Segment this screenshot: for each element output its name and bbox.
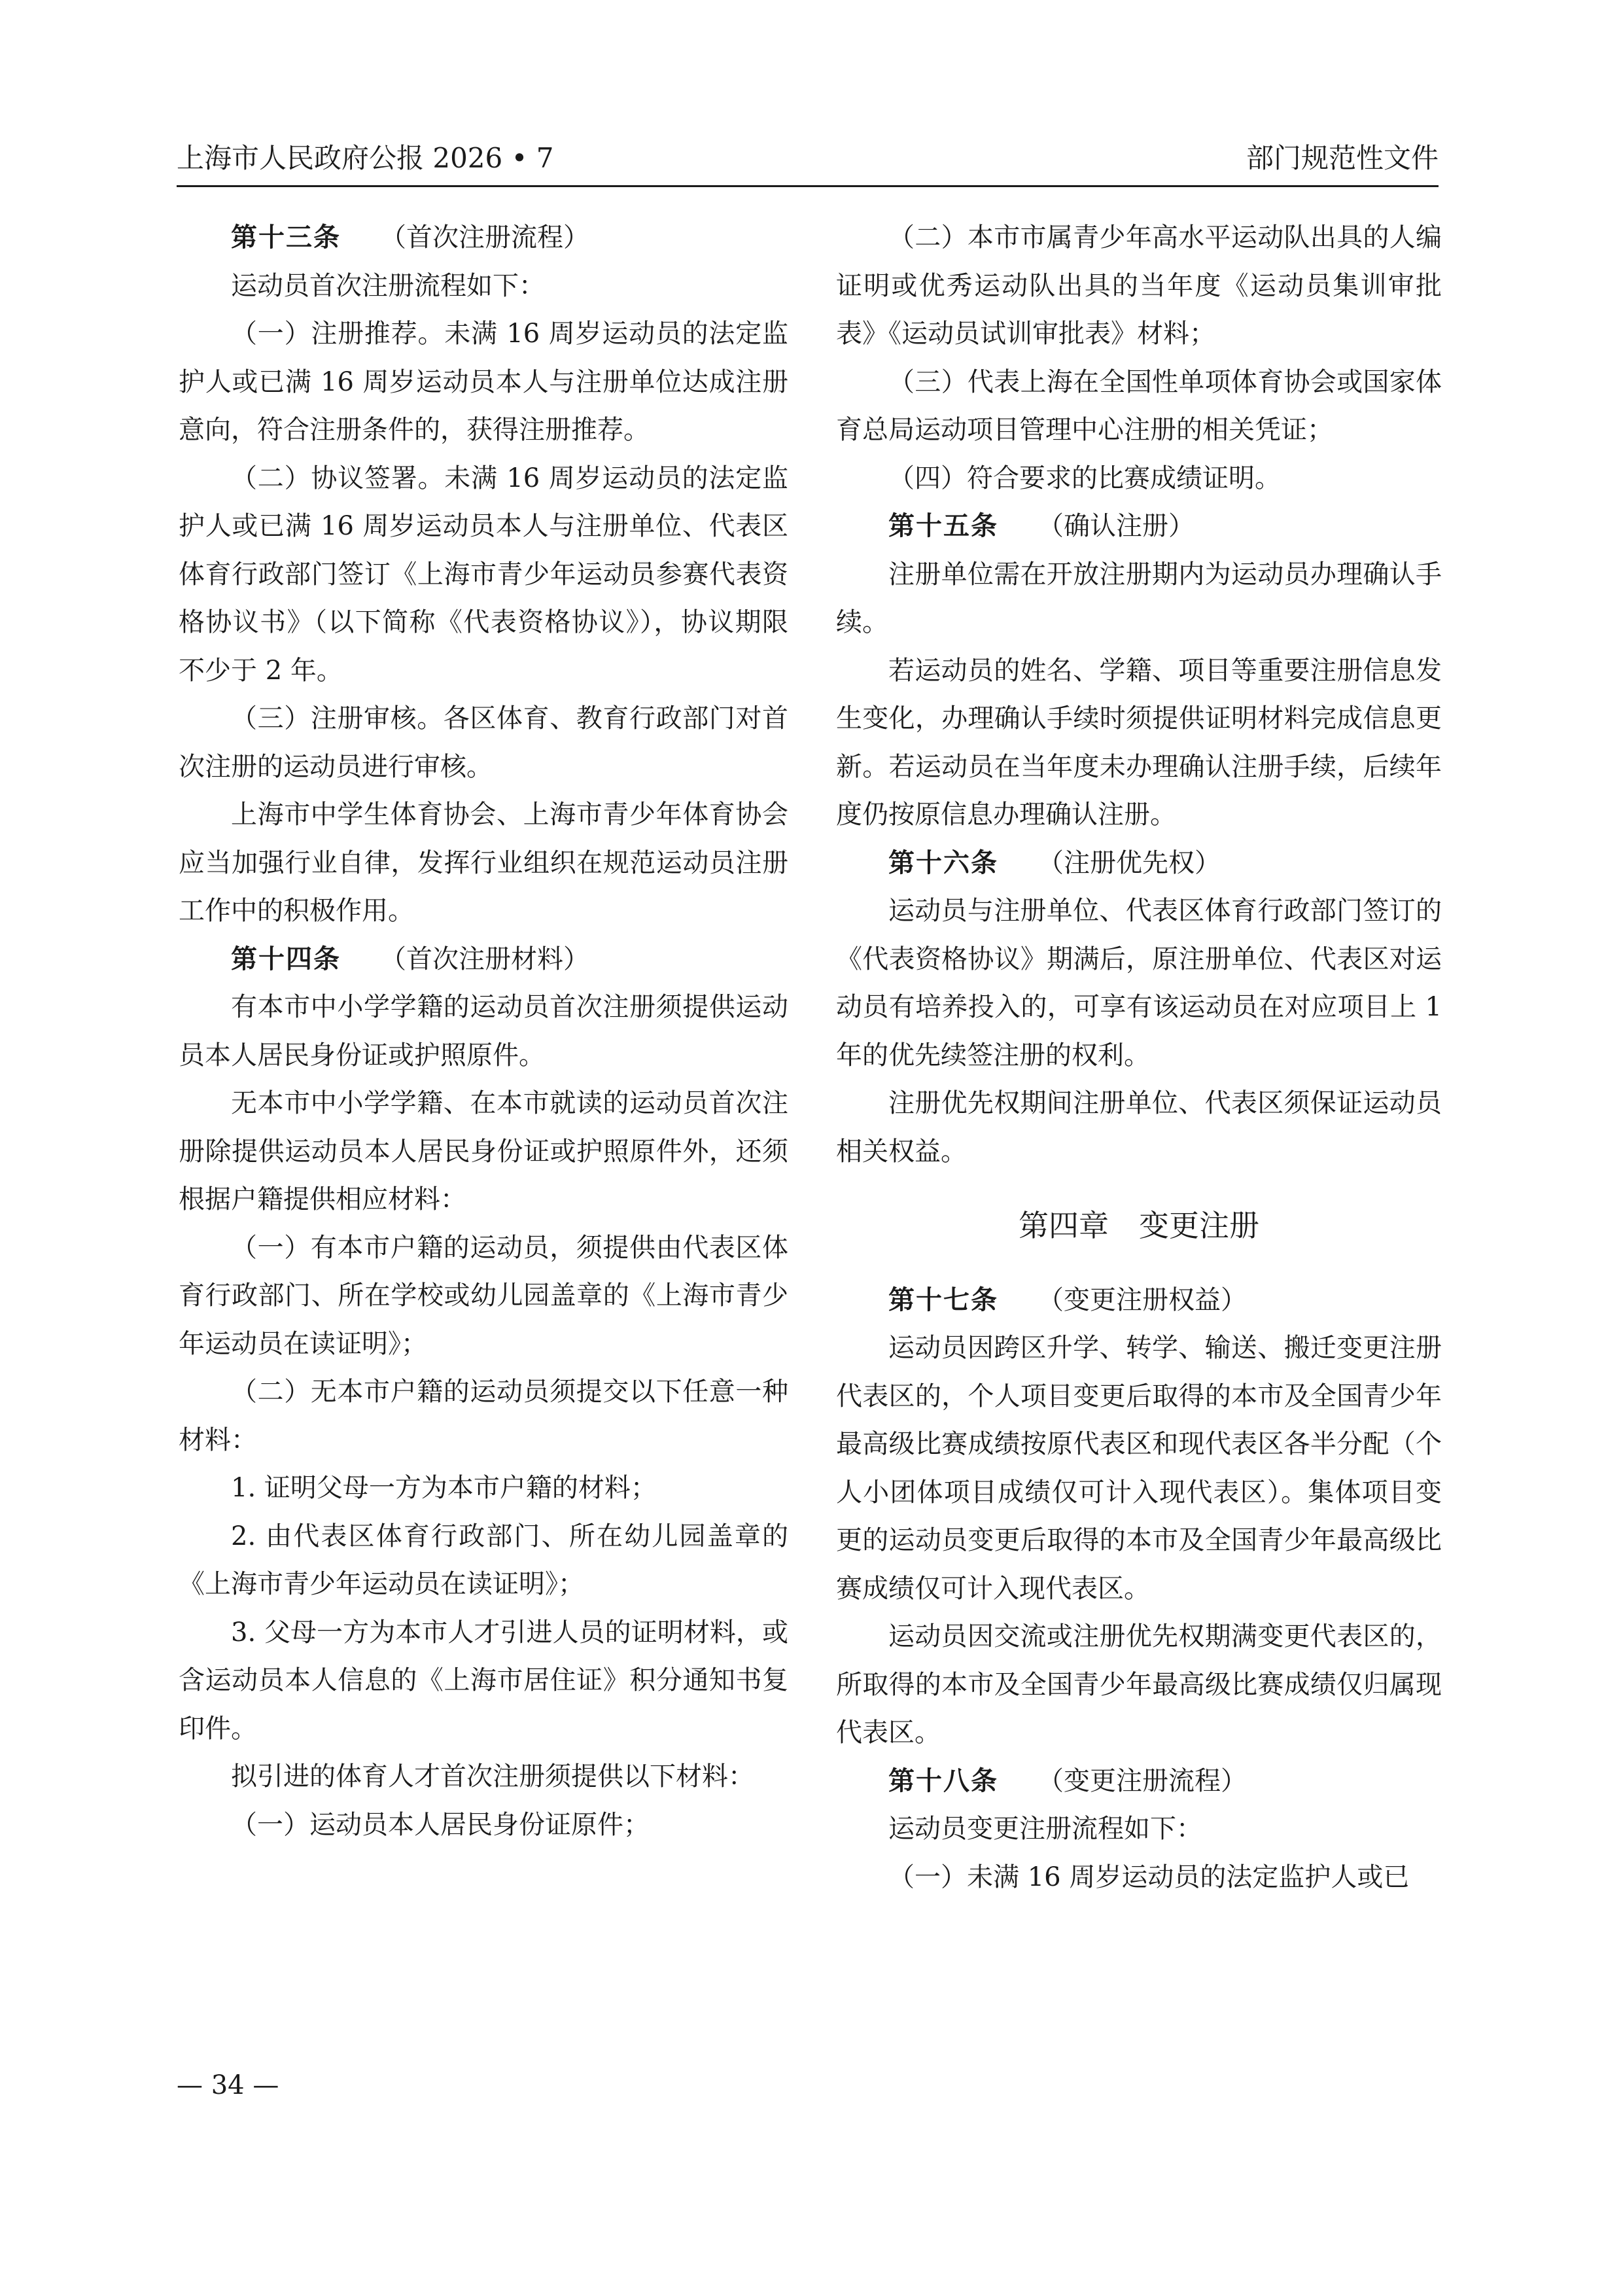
article-number: 第十七条 (888, 1284, 998, 1315)
paragraph: 若运动员的姓名、学籍、项目等重要注册信息发生变化，办理确认手续时须提供证明材料完成信息更新。若运动员在当年度未办理确认注册手续，后续年度仍按原信息办理确认注册。 (836, 655, 1442, 830)
paragraph: （一）注册推荐。未满 16 周岁运动员的法定监护人或已满 16 周岁运动员本人与注册单位达成注册意向，符合注册条件的，获得注册推荐。 (179, 319, 788, 445)
paragraph: 运动员因交流或注册优先权期满变更代表区的，所取得的本市及全国青少年最高级比赛成绩仅归属现代表区。 (836, 1621, 1442, 1748)
paragraph: 拟引进的体育人才首次注册须提供以下材料： (231, 1761, 754, 1792)
article-title: （注册优先权） (1038, 847, 1221, 878)
article-title: （首次注册流程） (380, 222, 589, 253)
paragraph: （三）代表上海在全国性单项体育协会或国家体育总局运动项目管理中心注册的相关凭证； (836, 366, 1442, 445)
paragraph: （二）协议签署。未满 16 周岁运动员的法定监护人或已满 16 周岁运动员本人与注册单位、代表区体育行政部门签订《上海市青少年运动员参赛代表资格协议书》（以下简称《代表资格协议》），协议期限不少于 2 年。 (179, 463, 788, 686)
paragraph: （一）有本市户籍的运动员，须提供由代表区体育行政部门、所在学校或幼儿园盖章的《上海市青少年运动员在读证明》； (179, 1232, 788, 1359)
article-title: （变更注册权益） (1038, 1284, 1247, 1315)
left-column (179, 214, 788, 1849)
article-heading (836, 1277, 1442, 1325)
article-number: 第十六条 (888, 847, 998, 878)
article-title: （确认注册） (1038, 511, 1195, 541)
paragraph: （二）无本市户籍的运动员须提交以下任意一种材料： (179, 1377, 788, 1455)
article-heading (179, 214, 788, 262)
paragraph: 有本市中小学学籍的运动员首次注册须提供运动员本人居民身份证或护照原件。 (179, 992, 788, 1070)
header-rule (177, 185, 1439, 187)
article-heading (836, 839, 1442, 888)
paragraph: 1. 证明父母一方为本市户籍的材料； (231, 1473, 657, 1503)
right-column (836, 214, 1442, 1901)
paragraph: 运动员变更注册流程如下： (888, 1814, 1202, 1844)
paragraph: 2. 由代表区体育行政部门、所在幼儿园盖章的《上海市青少年运动员在读证明》； (179, 1521, 788, 1599)
paragraph: 3. 父母一方为本市人才引进人员的证明材料，或含运动员本人信息的《上海市居住证》积分通知书复印件。 (179, 1617, 788, 1744)
paragraph: （一）未满 16 周岁运动员的法定监护人或已 (888, 1862, 1410, 1892)
article-heading (179, 936, 788, 984)
article-number: 第十八条 (888, 1765, 998, 1796)
paragraph: （二）本市市属青少年高水平运动队出具的人编证明或优秀运动队出具的当年度《运动员集训审批表》《运动员试训审批表》材料； (836, 222, 1442, 349)
paragraph: （一）运动员本人居民身份证原件； (231, 1809, 650, 1840)
paragraph: 运动员因跨区升学、转学、输送、搬迁变更注册代表区的，个人项目变更后取得的本市及全国青少年最高级比赛成绩按原代表区和现代表区各半分配（个人小团体项目成绩仅可计入现代表区）。集体项目变更的运动员变更后取得的本市及全国青少年最高级比赛成绩仅可计入现代表区。 (836, 1333, 1442, 1604)
paragraph: 运动员首次注册流程如下： (231, 270, 545, 301)
paragraph: （四）符合要求的比赛成绩证明。 (888, 463, 1281, 493)
page-number: — 34 — (177, 2070, 279, 2100)
running-header-section: 部门规范性文件 (1246, 142, 1439, 174)
article-number: 第十三条 (231, 222, 341, 253)
article-number: 第十四条 (231, 944, 341, 974)
article-title: （变更注册流程） (1038, 1765, 1247, 1796)
chapter-heading (836, 1202, 1442, 1250)
article-heading (836, 1757, 1442, 1806)
paragraph: 注册优先权期间注册单位、代表区须保证运动员相关权益。 (836, 1088, 1442, 1167)
paragraph: （三）注册审核。各区体育、教育行政部门对首次注册的运动员进行审核。 (179, 703, 788, 782)
running-header-publication: 上海市人民政府公报 2026 • 7 (177, 142, 554, 174)
paragraph: 上海市中学生体育协会、上海市青少年体育协会应当加强行业自律，发挥行业组织在规范运动员注册工作中的积极作用。 (179, 800, 788, 926)
chapter-title: 变更注册 (1139, 1208, 1259, 1243)
paragraph: 无本市中小学学籍、在本市就读的运动员首次注册除提供运动员本人居民身份证或护照原件外，还须根据户籍提供相应材料： (179, 1088, 788, 1214)
chapter-number: 第四章 (1019, 1208, 1109, 1243)
article-title: （首次注册材料） (380, 944, 589, 974)
article-number: 第十五条 (888, 511, 998, 541)
paragraph: 运动员与注册单位、代表区体育行政部门签订的《代表资格协议》期满后，原注册单位、代表区对运动员有培养投入的，可享有该运动员在对应项目上 1 年的优先续签注册的权利。 (836, 896, 1442, 1070)
article-heading (836, 503, 1442, 551)
paragraph: 注册单位需在开放注册期内为运动员办理确认手续。 (836, 559, 1442, 637)
